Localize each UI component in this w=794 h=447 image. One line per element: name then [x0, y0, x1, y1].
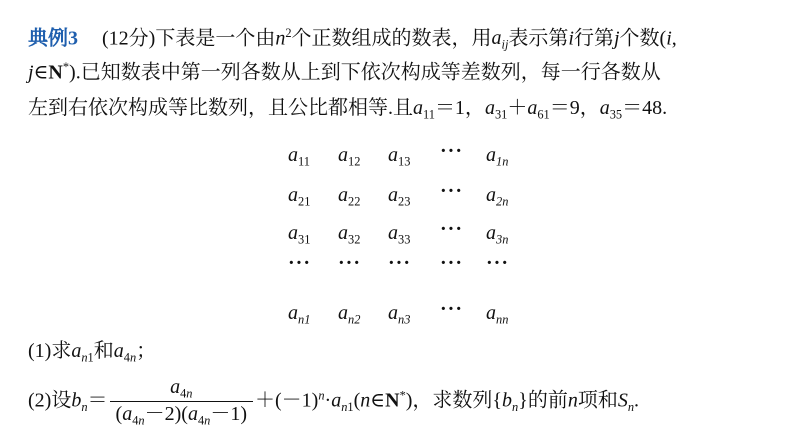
table-cell: $a_{13}$ — [388, 144, 411, 169]
text-segment: (2)设 — [28, 389, 72, 412]
table-cell: ··· — [440, 140, 464, 162]
table-cell: ··· — [486, 252, 510, 274]
table-cell: $a_{32}$ — [338, 222, 361, 247]
text-segment: 表示第 — [508, 27, 569, 50]
text-segment: 个正数组成的数表，用 — [291, 27, 492, 50]
text-segment: 行第 — [573, 27, 614, 50]
table-row — [280, 252, 550, 284]
table-cell: $a_{21}$ — [288, 184, 311, 209]
table-cell: $a_{22}$ — [338, 184, 361, 209]
problem-line-1: 典例3 (12分)下表是一个由$n^2$个正数组成的数表，用$a_{ij}$表示第i行第j个数(i, — [28, 26, 677, 52]
table-cell: ··· — [440, 180, 464, 202]
table-row — [280, 180, 550, 212]
table-cell: $a_{33}$ — [388, 222, 411, 247]
text-segment: ∈ — [33, 61, 49, 84]
question-2: (2)设$b_n=$ $\frac{a_{4n}}{(a_{4n}-2)(a_{4n}-1)}$ $+(-1)^n\cdot a_{n1}(n\in N^*)$，求数列$\{b_n\}$的前n项和$S_n$. — [28, 376, 640, 428]
table-cell: $a_{23}$ — [388, 184, 411, 209]
table-cell: $a_{12}$ — [338, 144, 361, 169]
table-cell: ··· — [338, 252, 362, 274]
problem-line-3: 左到右依次构成等比数列，且公比都相等.且$a_{11}=1$，$a_{31}+a_{61}=9$，$a_{35}=48$. — [28, 97, 668, 122]
text-segment: 项和 — [577, 389, 618, 412]
text-segment: ； — [136, 340, 157, 362]
text-segment: }的前 — [518, 389, 568, 412]
example-label: 典例3 — [28, 27, 78, 50]
text-segment: ( — [353, 389, 361, 412]
fraction: $\frac{a_{4n}}{(a_{4n}-2)(a_{4n}-1)}$ — [110, 376, 253, 428]
table-cell: $a_{n2}$ — [338, 302, 361, 327]
table-cell: ··· — [388, 252, 412, 274]
text-segment: ＝48. — [622, 97, 668, 119]
table-cell: ··· — [288, 252, 312, 274]
table-cell: $a_{1n}$ — [486, 144, 509, 169]
table-row — [280, 298, 550, 330]
table-cell: ··· — [440, 252, 464, 274]
table-cell: $a_{n3}$ — [388, 302, 411, 327]
table-cell: $a_{n1}$ — [288, 302, 311, 327]
points: (12分) — [102, 27, 156, 50]
problem-line-2: j∈N*).已知数表中第一列各数从上到下依次构成等差数列，每一行各数从 — [28, 60, 661, 84]
table-cell: $a_{31}$ — [288, 222, 311, 247]
table-cell: $a_{11}$ — [288, 144, 310, 169]
text-segment: 和 — [93, 340, 114, 362]
question-1: (1)求$a_{n1}$和$a_{4n}$； — [28, 340, 157, 365]
text-segment: . — [634, 389, 640, 412]
table-cell: ··· — [440, 298, 464, 320]
text-segment: 下表是一个由 — [155, 27, 276, 50]
table-cell: $a_{2n}$ — [486, 184, 509, 209]
table-row — [280, 218, 550, 250]
text-segment: ＝9， — [549, 97, 600, 119]
text-segment: ).已知数表中第一列各数从上到下依次构成等差数列，每一行各数从 — [69, 61, 661, 84]
text-segment: n∈ — [360, 389, 386, 412]
text-segment: 个数( — [619, 27, 667, 50]
table-cell: $a_{nn}$ — [486, 302, 509, 327]
table-row — [280, 140, 550, 172]
text-segment: ＋ — [507, 97, 528, 119]
text-segment: (1)求 — [28, 340, 72, 362]
table-cell: $a_{3n}$ — [486, 222, 509, 247]
text-segment: ＝1， — [434, 97, 485, 119]
text-segment: 左到右依次构成等比数列，且公比都相等.且 — [28, 97, 413, 119]
table-cell: ··· — [440, 218, 464, 240]
number-table — [280, 138, 550, 328]
text-segment: )，求数列{ — [405, 389, 503, 412]
